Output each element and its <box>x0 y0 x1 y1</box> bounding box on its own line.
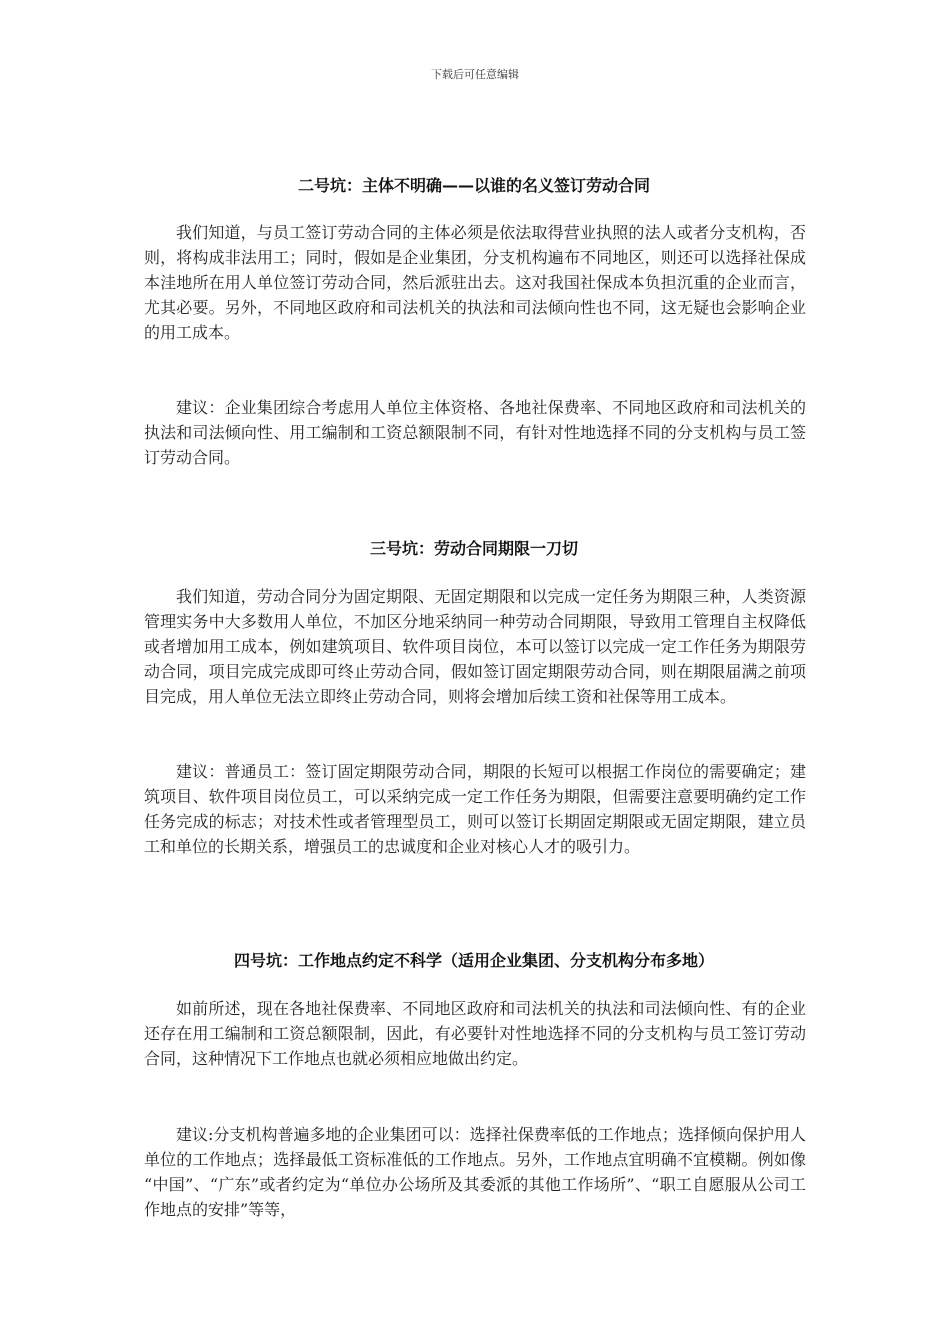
section-4-paragraph-1: 如前所述，现在各地社保费率、不同地区政府和司法机关的执法和司法倾向性、有的企业还存在用工编制和工资总额限制，因此，有必要针对性地选择不同的分支机构与员工签订劳动合同，这种情况下工作地点也就必须相应地做出约定。 <box>144 999 806 1068</box>
section-2-paragraph-2: 建议：企业集团综合考虑用人单位主体资格、各地社保费率、不同地区政府和司法机关的执法和司法倾向性、用工编制和工资总额限制不同，有针对性地选择不同的分支机构与员工签订劳动合同。 <box>144 398 806 467</box>
section-title-4: 四号坑：工作地点约定不科学（适用企业集团、分支机构分布多地） <box>233 951 714 970</box>
section-3-paragraph-2: 建议：普通员工：签订固定期限劳动合同，期限的长短可以根据工作岗位的需要确定；建筑项目、软件项目岗位员工，可以采纳完成一定工作任务为期限，但需要注意要明确约定工作任务完成的标志；对技术性或者管理型员工，则可以签订长期固定期限或无固定期限，建立员工和单位的长期关系，增强员工的忠诚度和企业对核心人才的吸引力。 <box>144 762 806 856</box>
section-2-paragraph-1: 我们知道，与员工签订劳动合同的主体必须是依法取得营业执照的法人或者分支机构，否则，将构成非法用工；同时，假如是企业集团，分支机构遍布不同地区，则还可以选择社保成本洼地所在用人单位签订劳动合同，然后派驻出去。这对我国社保成本负担沉重的企业而言，尤其必要。另外，不同地区政府和司法机关的执法和司法倾向性也不同，这无疑也会影响企业的用工成本。 <box>144 223 806 342</box>
page-header-note: 下载后可任意编辑 <box>431 68 519 81</box>
section-4-paragraph-2: 建议:分支机构普遍多地的企业集团可以：选择社保费率低的工作地点；选择倾向保护用人单位的工作地点；选择最低工资标准低的工作地点。另外，工作地点宜明确不宜模糊。例如像 “中国”、“广东”或者约定为“单位办公场所及其委派的其他工作场所”、“职工自愿服从公司工作地点的安排”等等， <box>144 1125 806 1219</box>
section-3-paragraph-1: 我们知道，劳动合同分为固定期限、无固定期限和以完成一定任务为期限三种，人类资源管理实务中大多数用人单位，不加区分地采纳同一种劳动合同期限，导致用工管理自主权降低或者增加用工成本，例如建筑项目、软件项目岗位，本可以签订以完成一定工作任务为期限劳动合同，项目完成完成即可终止劳动合同，假如签订固定期限劳动合同，则在期限届满之前项目完成，用人单位无法立即终止劳动合同，则将会增加后续工资和社保等用工成本。 <box>144 587 806 706</box>
section-title-2: 二号坑：主体不明确——以谁的名义签订劳动合同 <box>297 176 650 195</box>
section-title-3: 三号坑：劳动合同期限一刀切 <box>369 539 578 558</box>
